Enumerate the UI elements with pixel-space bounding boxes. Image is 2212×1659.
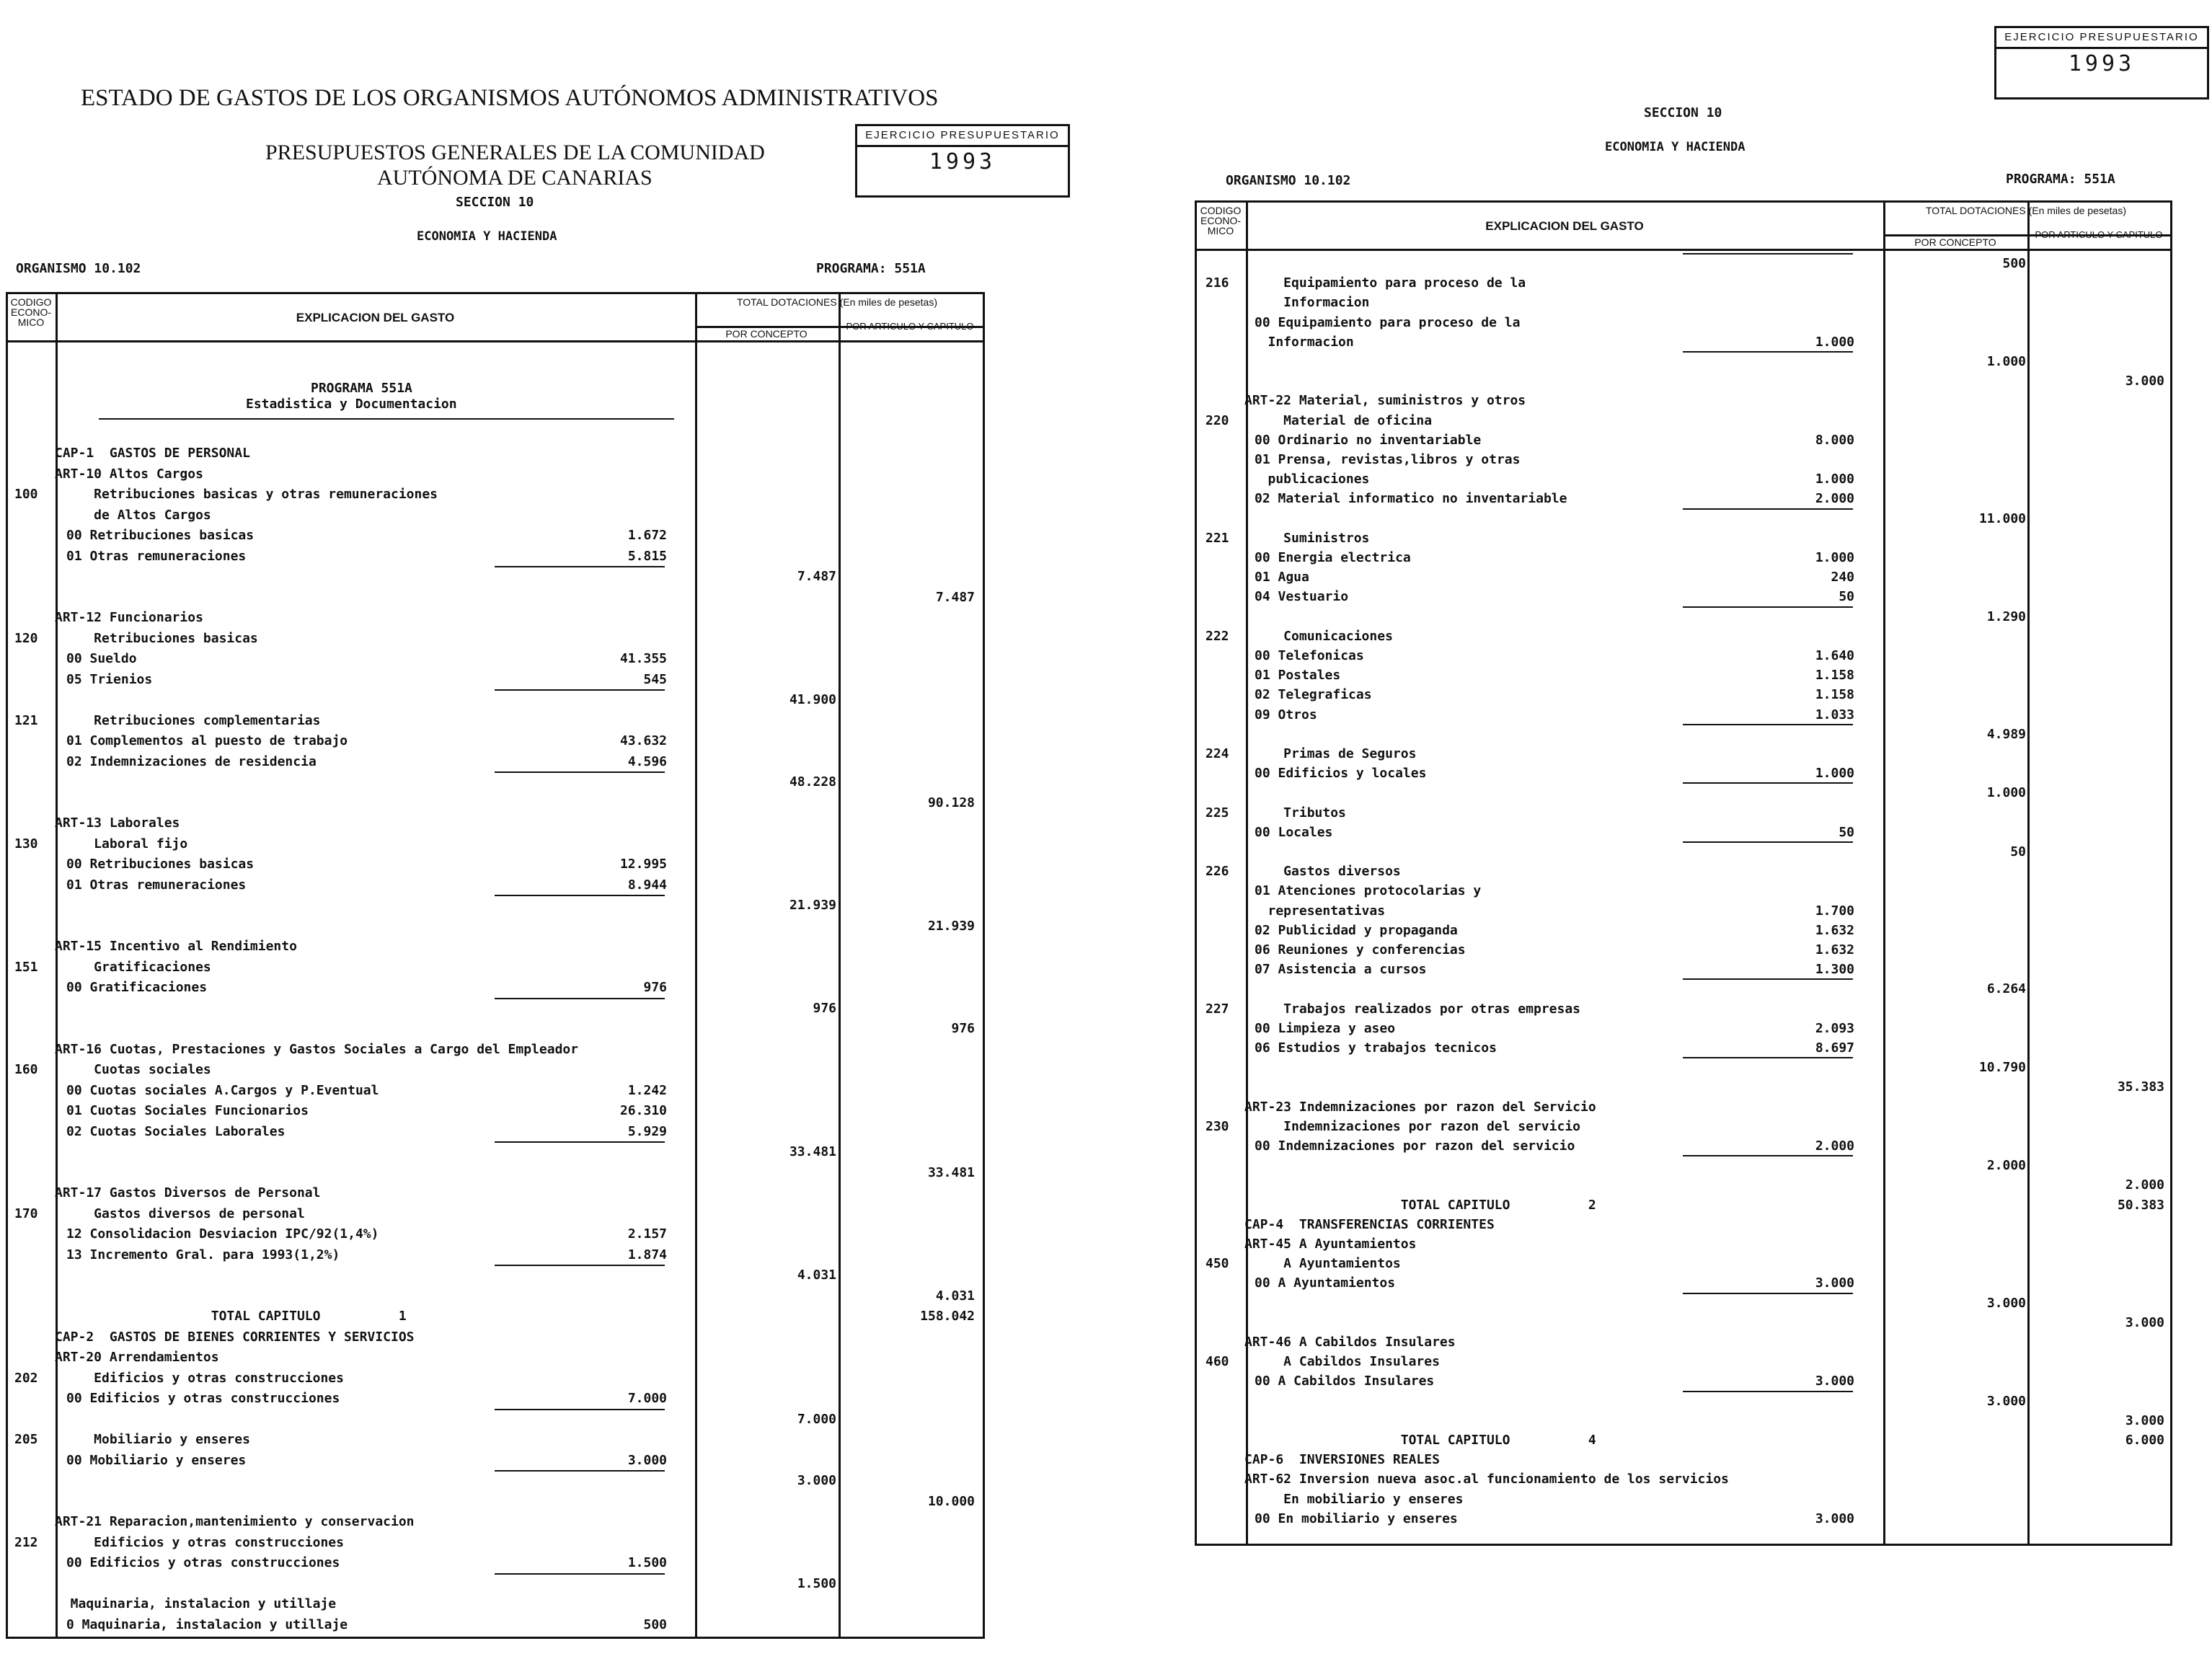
row-explanation: ART-45 A Ayuntamientos xyxy=(1244,1236,1417,1252)
row-explanation: ART-22 Material, suministros y otros xyxy=(1244,393,1526,409)
seccion-label-right: SECCION 10 xyxy=(1644,105,1722,120)
programa-label-right: PROGRAMA: 551A xyxy=(2006,172,2115,187)
row-explanation: 06 Estudios y trabajos tecnicos xyxy=(1255,1040,1497,1056)
row-code: 222 xyxy=(1205,628,1229,644)
col-codigo-header: CODIGO ECONO- MICO xyxy=(10,296,52,328)
row-explanation: A Ayuntamientos xyxy=(1244,1256,1401,1272)
subtotal-rule xyxy=(1683,606,1853,608)
row-explanation: Maquinaria, instalacion y utillaje xyxy=(55,1596,337,1611)
row-code: 227 xyxy=(1205,1001,1229,1017)
subtotal-rule xyxy=(495,689,665,691)
row-article-amount: 90.128 xyxy=(927,795,975,810)
row-subitem-amount: 50 xyxy=(1839,824,1854,840)
row-article-amount: 4.031 xyxy=(935,1288,975,1304)
subtotal-rule xyxy=(1683,1057,1853,1058)
row-concept-amount: 21.939 xyxy=(789,898,836,913)
row-article-amount: 50.383 xyxy=(2117,1197,2164,1213)
row-subitem-amount: 1.632 xyxy=(1815,922,1854,938)
row-subitem-amount: 3.000 xyxy=(1815,1275,1854,1291)
row-explanation: Gastos diversos de personal xyxy=(55,1205,305,1221)
row-explanation: 00 Energia electrica xyxy=(1255,550,1411,565)
row-code: 151 xyxy=(14,959,38,975)
row-subitem-amount: 1.033 xyxy=(1815,707,1854,722)
row-concept-amount: 500 xyxy=(2002,256,2026,271)
row-explanation: ART-46 A Cabildos Insulares xyxy=(1244,1335,1456,1350)
row-concept-amount: 4.031 xyxy=(797,1268,836,1283)
row-explanation: ART-13 Laborales xyxy=(55,815,180,831)
col-concepto-header-right: POR CONCEPTO xyxy=(1914,236,1996,248)
subtotal-rule xyxy=(495,1573,665,1575)
row-explanation: TOTAL CAPITULO 1 xyxy=(55,1309,407,1324)
row-subitem-amount: 1.000 xyxy=(1815,766,1854,782)
col-articulo-header: POR ARTICULO Y CAPITULO xyxy=(846,321,974,332)
subtotal-rule xyxy=(1683,978,1853,980)
row-code: 224 xyxy=(1205,746,1229,761)
row-code: 202 xyxy=(14,1370,38,1386)
row-explanation: Retribuciones basicas xyxy=(55,630,258,646)
subtotal-rule xyxy=(495,998,665,999)
row-subitem-amount: 1.874 xyxy=(627,1247,667,1262)
row-explanation: Equipamiento para proceso de la xyxy=(1244,275,1526,291)
row-explanation: 01 Complementos al puesto de trabajo xyxy=(66,733,348,748)
row-concept-amount: 1.290 xyxy=(1986,609,2026,624)
subtotal-rule xyxy=(495,895,665,896)
row-explanation: 02 Cuotas Sociales Laborales xyxy=(66,1123,286,1139)
row-code: 216 xyxy=(1205,275,1229,291)
row-explanation: ART-23 Indemnizaciones por razon del Servicio xyxy=(1244,1099,1596,1115)
subtotal-rule xyxy=(1683,1155,1853,1156)
row-concept-amount: 10.790 xyxy=(1978,1060,2026,1076)
seccion-label: SECCION 10 xyxy=(456,195,534,210)
subtotal-rule xyxy=(1683,253,1853,255)
row-explanation: 01 Otras remuneraciones xyxy=(66,877,247,893)
row-code: 460 xyxy=(1205,1354,1229,1370)
row-subitem-amount: 1.000 xyxy=(1815,472,1854,487)
row-explanation: Gastos diversos xyxy=(1244,864,1401,880)
row-explanation: CAP-2 GASTOS DE BIENES CORRIENTES Y SERVICIOS xyxy=(55,1329,415,1345)
row-subitem-amount: 41.355 xyxy=(619,651,667,666)
row-subitem-amount: 50 xyxy=(1839,589,1854,605)
subtotal-rule xyxy=(495,1265,665,1266)
row-concept-amount: 1.500 xyxy=(797,1575,836,1591)
seccion-name-right: ECONOMIA Y HACIENDA xyxy=(1605,140,1746,154)
row-explanation: 02 Material informatico no inventariable xyxy=(1255,491,1567,507)
program-title: PROGRAMA 551A xyxy=(311,381,412,396)
row-article-amount: 2.000 xyxy=(2125,1177,2164,1193)
col-articulo-header-right: POR ARTICULO Y CAPITULO xyxy=(2035,229,2163,240)
row-article-amount: 3.000 xyxy=(2125,373,2164,389)
row-concept-amount: 11.000 xyxy=(1978,510,2026,526)
row-explanation: Laboral fijo xyxy=(55,836,188,851)
program-description: Estadistica y Documentacion xyxy=(246,397,457,412)
row-explanation: CAP-6 INVERSIONES REALES xyxy=(1244,1452,1440,1468)
row-explanation: 00 Equipamiento para proceso de la xyxy=(1255,314,1521,330)
row-code: 212 xyxy=(14,1534,38,1550)
row-subitem-amount: 3.000 xyxy=(627,1452,667,1468)
row-article-amount: 158.042 xyxy=(920,1309,975,1324)
exercise-year: 1993 xyxy=(929,149,996,174)
row-subitem-amount: 26.310 xyxy=(619,1103,667,1118)
row-subitem-amount: 3.000 xyxy=(1815,1373,1854,1389)
row-explanation: ART-15 Incentivo al Rendimiento xyxy=(55,939,297,954)
row-explanation: 04 Vestuario xyxy=(1255,589,1349,605)
row-subitem-amount: 8.000 xyxy=(1815,432,1854,448)
row-article-amount: 35.383 xyxy=(2117,1079,2164,1095)
row-concept-amount: 50 xyxy=(2010,844,2026,859)
row-explanation: 00 Edificios y locales xyxy=(1255,766,1427,782)
row-explanation: Comunicaciones xyxy=(1244,628,1393,644)
subtotal-rule xyxy=(495,1470,665,1472)
row-explanation: 00 Edificios y otras construcciones xyxy=(66,1391,340,1406)
row-subitem-amount: 240 xyxy=(1831,570,1854,585)
row-explanation: 12 Consolidacion Desviacion IPC/92(1,4%) xyxy=(66,1226,379,1242)
row-explanation: 00 Cuotas sociales A.Cargos y P.Eventual xyxy=(66,1082,379,1098)
row-explanation: 00 Retribuciones basicas xyxy=(66,528,255,543)
row-explanation: 01 Atenciones protocolarias y xyxy=(1255,883,1482,899)
row-explanation: Retribuciones basicas y otras remuneraciones xyxy=(55,487,438,502)
row-article-amount: 3.000 xyxy=(2125,1314,2164,1330)
row-code: 120 xyxy=(14,630,38,646)
row-concept-amount: 3.000 xyxy=(797,1473,836,1488)
row-article-amount: 7.487 xyxy=(935,589,975,605)
row-subitem-amount: 1.000 xyxy=(1815,550,1854,565)
row-explanation: Edificios y otras construcciones xyxy=(55,1370,344,1386)
row-explanation: 02 Indemnizaciones de residencia xyxy=(66,753,317,769)
row-concept-amount: 33.481 xyxy=(789,1144,836,1159)
row-subitem-amount: 1.158 xyxy=(1815,668,1854,683)
subtotal-rule xyxy=(495,566,665,567)
row-concept-amount: 1.000 xyxy=(1986,785,2026,801)
row-subitem-amount: 1.500 xyxy=(627,1555,667,1570)
row-explanation: 00 Mobiliario y enseres xyxy=(66,1452,247,1468)
row-code: 170 xyxy=(14,1205,38,1221)
row-explanation: Edificios y otras construcciones xyxy=(55,1534,344,1550)
exercise-box xyxy=(855,124,1070,198)
row-explanation: 05 Trienios xyxy=(66,671,153,687)
row-explanation: 00 Telefonicas xyxy=(1255,648,1364,663)
row-code: 100 xyxy=(14,487,38,502)
row-explanation: CAP-4 TRANSFERENCIAS CORRIENTES xyxy=(1244,1216,1495,1232)
row-concept-amount: 3.000 xyxy=(1986,1295,2026,1311)
row-explanation: 00 Retribuciones basicas xyxy=(66,857,255,872)
row-explanation: TOTAL CAPITULO 2 xyxy=(1244,1197,1596,1213)
row-concept-amount: 2.000 xyxy=(1986,1158,2026,1174)
row-code: 450 xyxy=(1205,1256,1229,1272)
row-subitem-amount: 1.640 xyxy=(1815,648,1854,663)
row-subitem-amount: 2.000 xyxy=(1815,491,1854,507)
row-subitem-amount: 1.632 xyxy=(1815,942,1854,957)
row-explanation: 00 Indemnizaciones por razon del servicio xyxy=(1255,1138,1575,1154)
row-explanation: ART-12 Funcionarios xyxy=(55,610,203,625)
row-article-amount: 976 xyxy=(951,1021,975,1036)
subtotal-rule xyxy=(1683,351,1853,353)
row-article-amount: 3.000 xyxy=(2125,1412,2164,1428)
row-explanation: Trabajos realizados por otras empresas xyxy=(1244,1001,1580,1017)
budget-title-line2: AUTÓNOMA DE CANARIAS xyxy=(377,166,652,190)
row-subitem-amount: 1.700 xyxy=(1815,903,1854,919)
row-explanation: 00 Sueldo xyxy=(66,651,137,666)
row-explanation: 09 Otros xyxy=(1255,707,1317,722)
col-explicacion-header-right: EXPLICACION DEL GASTO xyxy=(1485,219,1644,233)
row-explanation: 01 Agua xyxy=(1255,570,1309,585)
subtotal-rule xyxy=(1683,1391,1853,1392)
row-explanation: de Altos Cargos xyxy=(55,507,211,523)
exercise-year-right: 1993 xyxy=(2068,51,2136,76)
row-article-amount: 6.000 xyxy=(2125,1433,2164,1448)
row-explanation: 07 Asistencia a cursos xyxy=(1255,962,1427,978)
row-explanation: 01 Cuotas Sociales Funcionarios xyxy=(66,1103,309,1118)
subtotal-rule xyxy=(1683,508,1853,510)
row-concept-amount: 7.000 xyxy=(797,1411,836,1427)
row-code: 130 xyxy=(14,836,38,851)
organismo-label: ORGANISMO 10.102 xyxy=(16,261,141,276)
row-explanation: CAP-1 GASTOS DE PERSONAL xyxy=(55,446,250,461)
col-concepto-header: POR CONCEPTO xyxy=(725,328,808,340)
organismo-label-right: ORGANISMO 10.102 xyxy=(1226,173,1351,188)
row-explanation: ART-10 Altos Cargos xyxy=(55,466,203,482)
row-concept-amount: 1.000 xyxy=(1986,354,2026,369)
row-explanation: 01 Postales xyxy=(1255,668,1341,683)
row-subitem-amount: 43.632 xyxy=(619,733,667,748)
subtotal-rule xyxy=(1683,841,1853,843)
row-subitem-amount: 976 xyxy=(643,980,667,995)
row-code: 220 xyxy=(1205,412,1229,428)
row-explanation: Mobiliario y enseres xyxy=(55,1432,250,1447)
row-explanation: En mobiliario y enseres xyxy=(1244,1491,1464,1507)
row-explanation: ART-16 Cuotas, Prestaciones y Gastos Sociales a Cargo del Empleador xyxy=(55,1041,579,1057)
row-explanation: ART-62 Inversion nueva asoc.al funcionamiento de los servicios xyxy=(1244,1472,1729,1487)
row-code: 225 xyxy=(1205,805,1229,820)
row-explanation: 00 Ordinario no inventariable xyxy=(1255,432,1482,448)
row-subitem-amount: 1.000 xyxy=(1815,334,1854,350)
row-subitem-amount: 1.300 xyxy=(1815,962,1854,978)
row-explanation: Material de oficina xyxy=(1244,412,1433,428)
programa-label: PROGRAMA: 551A xyxy=(816,261,926,276)
row-explanation: Informacion xyxy=(1244,334,1354,350)
row-article-amount: 10.000 xyxy=(927,1493,975,1509)
row-subitem-amount: 8.697 xyxy=(1815,1040,1854,1056)
row-subitem-amount: 545 xyxy=(643,671,667,687)
row-concept-amount: 4.989 xyxy=(1986,726,2026,742)
row-code: 226 xyxy=(1205,864,1229,880)
row-explanation: 01 Otras remuneraciones xyxy=(66,548,247,564)
row-explanation: TOTAL CAPITULO 4 xyxy=(1244,1433,1596,1448)
row-code: 121 xyxy=(14,712,38,728)
seccion-name: ECONOMIA Y HACIENDA xyxy=(417,229,557,244)
row-explanation: 01 Prensa, revistas,libros y otras xyxy=(1255,452,1521,467)
row-explanation: Primas de Seguros xyxy=(1244,746,1417,761)
row-subitem-amount: 8.944 xyxy=(627,877,667,893)
exercise-label: EJERCICIO PRESUPUESTARIO xyxy=(857,126,1068,147)
row-subitem-amount: 2.000 xyxy=(1815,1138,1854,1154)
row-subitem-amount: 7.000 xyxy=(627,1391,667,1406)
row-explanation: Gratificaciones xyxy=(55,959,211,975)
row-explanation: Informacion xyxy=(1244,295,1370,311)
exercise-label-right: EJERCICIO PRESUPUESTARIO xyxy=(1996,28,2207,49)
row-explanation: representativas xyxy=(1244,903,1386,919)
row-explanation: 00 Limpieza y aseo xyxy=(1255,1020,1396,1036)
row-concept-amount: 6.264 xyxy=(1986,981,2026,997)
row-explanation: 0 Maquinaria, instalacion y utillaje xyxy=(66,1616,348,1632)
row-explanation: Suministros xyxy=(1244,530,1370,546)
row-explanation: ART-21 Reparacion,mantenimiento y conservacion xyxy=(55,1514,415,1529)
row-explanation: Tributos xyxy=(1244,805,1346,820)
row-concept-amount: 41.900 xyxy=(789,692,836,707)
subtotal-rule xyxy=(495,1409,665,1410)
row-explanation: Cuotas sociales xyxy=(55,1062,211,1077)
row-code: 221 xyxy=(1205,530,1229,546)
subtotal-rule xyxy=(1683,724,1853,725)
row-article-amount: 21.939 xyxy=(927,918,975,934)
row-explanation: 00 Gratificaciones xyxy=(66,980,208,995)
row-explanation: ART-17 Gastos Diversos de Personal xyxy=(55,1185,321,1200)
budget-title-line1: PRESUPUESTOS GENERALES DE LA COMUNIDAD xyxy=(265,141,765,164)
col-total-header-right: TOTAL DOTACIONES (En miles de pesetas) xyxy=(1925,205,2126,216)
row-explanation: 02 Telegraficas xyxy=(1255,687,1372,703)
row-concept-amount: 48.228 xyxy=(789,774,836,789)
document-title: ESTADO DE GASTOS DE LOS ORGANISMOS AUTÓNOMOS ADMINISTRATIVOS xyxy=(81,85,939,111)
row-explanation: Indemnizaciones por razon del servicio xyxy=(1244,1118,1580,1134)
row-explanation: publicaciones xyxy=(1244,472,1370,487)
col-codigo-header-right: CODIGO ECONO- MICO xyxy=(1200,205,1242,236)
subtotal-rule xyxy=(1683,1293,1853,1294)
row-concept-amount: 7.487 xyxy=(797,569,836,584)
exercise-box-right xyxy=(1994,26,2209,99)
row-explanation: Retribuciones complementarias xyxy=(55,712,321,728)
row-subitem-amount: 2.157 xyxy=(627,1226,667,1242)
row-explanation: A Cabildos Insulares xyxy=(1244,1354,1440,1370)
row-subitem-amount: 4.596 xyxy=(627,753,667,769)
row-concept-amount: 3.000 xyxy=(1986,1393,2026,1409)
row-subitem-amount: 5.815 xyxy=(627,548,667,564)
row-code: 160 xyxy=(14,1062,38,1077)
row-subitem-amount: 3.000 xyxy=(1815,1510,1854,1526)
row-explanation: 00 A Ayuntamientos xyxy=(1255,1275,1396,1291)
col-total-header: TOTAL DOTACIONES (En miles de pesetas) xyxy=(736,296,937,308)
col-explicacion-header: EXPLICACION DEL GASTO xyxy=(296,311,455,324)
row-concept-amount: 976 xyxy=(813,1000,836,1016)
row-explanation: 00 Locales xyxy=(1255,824,1333,840)
row-explanation: 00 En mobiliario y enseres xyxy=(1255,1510,1458,1526)
row-subitem-amount: 1.672 xyxy=(627,528,667,543)
row-explanation: 00 A Cabildos Insulares xyxy=(1255,1373,1435,1389)
subtotal-rule xyxy=(1683,782,1853,784)
row-explanation: ART-20 Arrendamientos xyxy=(55,1350,219,1365)
row-explanation: 06 Reuniones y conferencias xyxy=(1255,942,1466,957)
row-subitem-amount: 5.929 xyxy=(627,1123,667,1139)
row-article-amount: 33.481 xyxy=(927,1164,975,1180)
row-explanation: 13 Incremento Gral. para 1993(1,2%) xyxy=(66,1247,340,1262)
row-code: 205 xyxy=(14,1432,38,1447)
row-subitem-amount: 1.242 xyxy=(627,1082,667,1098)
subtotal-rule xyxy=(495,1141,665,1143)
row-explanation: 02 Publicidad y propaganda xyxy=(1255,922,1458,938)
row-subitem-amount: 500 xyxy=(643,1616,667,1632)
row-explanation: 00 Edificios y otras construcciones xyxy=(66,1555,340,1570)
row-subitem-amount: 1.158 xyxy=(1815,687,1854,703)
row-code: 230 xyxy=(1205,1118,1229,1134)
row-subitem-amount: 2.093 xyxy=(1815,1020,1854,1036)
row-subitem-amount: 12.995 xyxy=(619,857,667,872)
subtotal-rule xyxy=(495,771,665,773)
